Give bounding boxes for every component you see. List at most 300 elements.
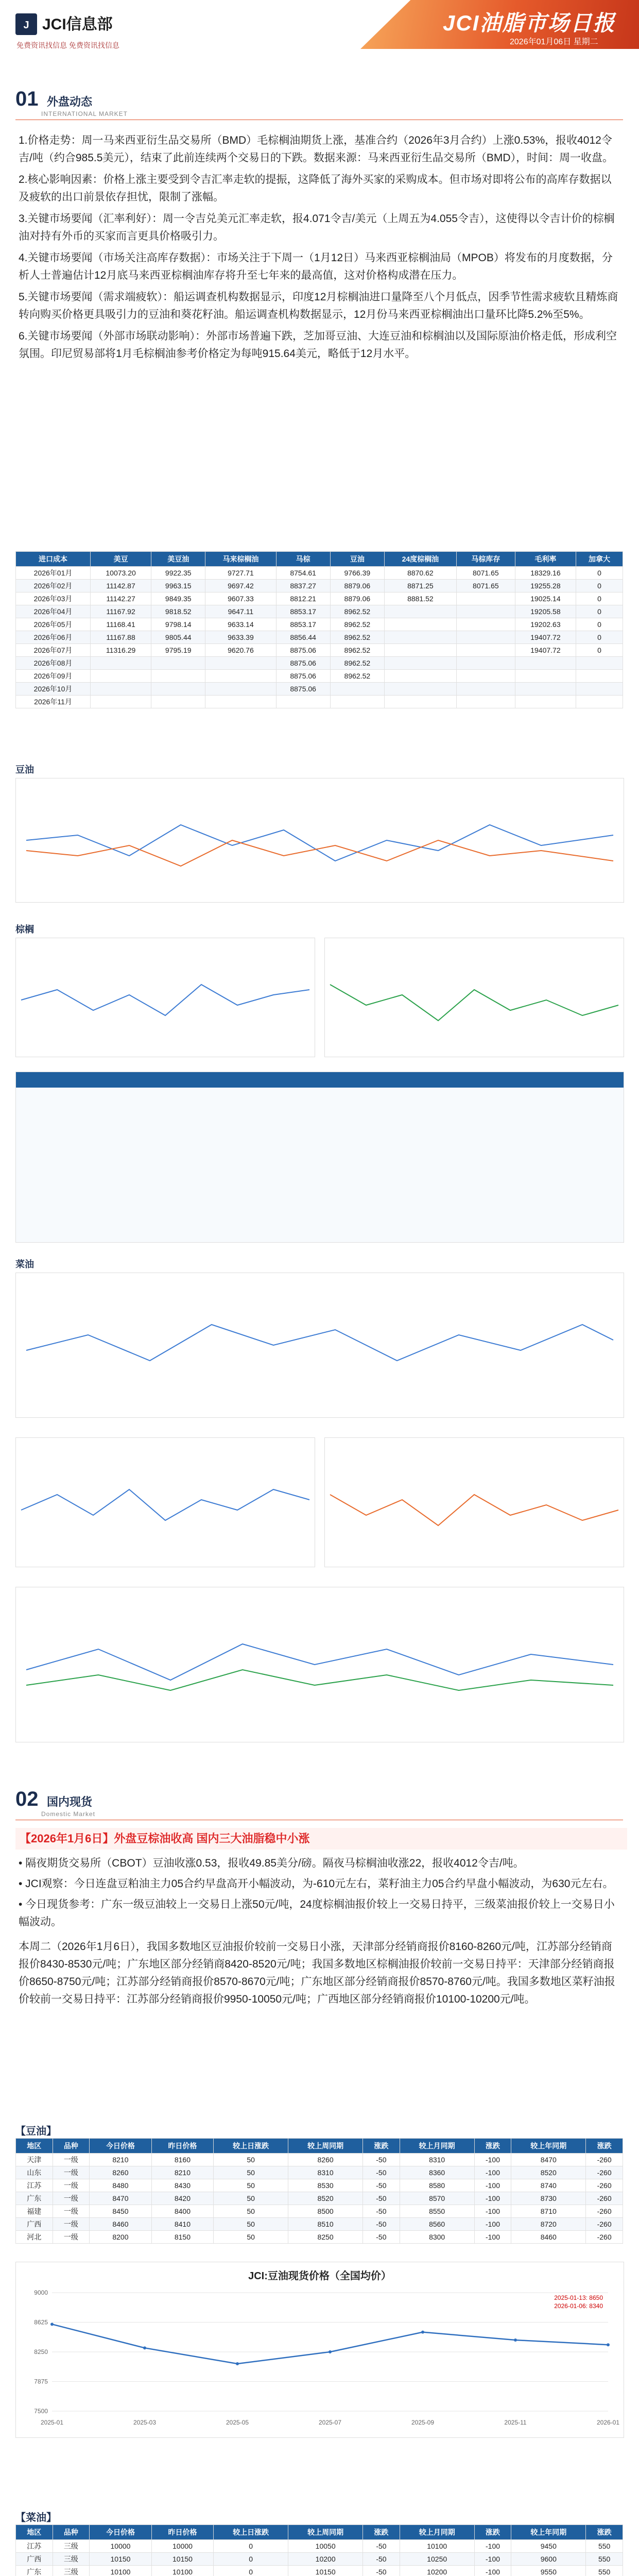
table-cell: [151, 683, 205, 696]
table-cell: 8730: [511, 2192, 586, 2205]
table-cell: 8550: [400, 2205, 474, 2218]
table-cell: 550: [586, 2566, 623, 2576]
table-cell: 19407.72: [515, 631, 576, 644]
table-cell: 8310: [288, 2166, 363, 2179]
table-cell: 10150: [90, 2553, 152, 2566]
table-cell: [384, 657, 456, 670]
table-cell: 19202.63: [515, 618, 576, 631]
table-cell: 8210: [151, 2166, 214, 2179]
table-cell: 8430: [151, 2179, 214, 2192]
table-header-cell: 加拿大: [576, 552, 623, 567]
table-cell: -260: [586, 2231, 623, 2244]
table-cell: 8580: [400, 2179, 474, 2192]
table-cell: 8510: [288, 2218, 363, 2231]
table-cell: 8150: [151, 2231, 214, 2244]
table-cell: [384, 618, 456, 631]
table-cell: 10100: [400, 2540, 474, 2553]
section-2-title: 国内现货: [46, 1795, 92, 1808]
intl-bullets: [19, 132, 621, 363]
table-cell: 三级: [53, 2553, 90, 2566]
table-cell: [576, 670, 623, 683]
table-cell: -50: [363, 2154, 400, 2166]
y-tick-label: 7500: [34, 2408, 48, 2415]
intl-rape-table-block: [15, 1072, 624, 1243]
table-cell: 8460: [511, 2231, 586, 2244]
table-cell: [456, 605, 515, 618]
table-cell: 广东: [16, 2192, 53, 2205]
table-cell: [276, 696, 330, 708]
table-cell: 9849.35: [151, 592, 205, 605]
table-cell: -260: [586, 2205, 623, 2218]
data-point: [50, 2323, 54, 2326]
table-cell: 8962.52: [330, 631, 384, 644]
table-cell: 10100: [90, 2566, 152, 2576]
table-cell: 9633.39: [205, 631, 276, 644]
import-cost-table: [15, 551, 623, 708]
table-cell: 8560: [400, 2218, 474, 2231]
table-row: [16, 567, 623, 580]
table-cell: 9963.15: [151, 580, 205, 592]
section-2-header: [15, 1788, 92, 1811]
table-header-cell: 涨跌: [474, 2139, 511, 2154]
table-cell: 8260: [90, 2166, 152, 2179]
table-cell: 8460: [90, 2218, 152, 2231]
table-cell: 一级: [53, 2179, 90, 2192]
table-cell: 8360: [400, 2166, 474, 2179]
table-header-cell: 较上周同期: [288, 2139, 363, 2154]
jci-logo-icon: [14, 12, 38, 36]
table-header-cell: 毛利率: [515, 552, 576, 567]
table-header-cell: 地区: [16, 2525, 53, 2540]
soy-chart-title: JCI:豆油现货价格（全国均价）: [248, 2270, 391, 2282]
table-header-cell: 较上月同期: [400, 2139, 474, 2154]
table-header-cell: 涨跌: [363, 2139, 400, 2154]
table-cell: -50: [363, 2179, 400, 2192]
table-cell: 9647.11: [205, 605, 276, 618]
table-cell: 2026年06月: [16, 631, 91, 644]
table-cell: 0: [576, 618, 623, 631]
table-cell: [515, 670, 576, 683]
table-cell: 8856.44: [276, 631, 330, 644]
section-2-number: 02: [15, 1788, 39, 1810]
section-1-title: 外盘动态: [46, 95, 92, 108]
table-cell: 550: [586, 2540, 623, 2553]
table-cell: [576, 683, 623, 696]
table-row: [16, 2205, 623, 2218]
table-cell: 2026年04月: [16, 605, 91, 618]
table-cell: 9607.33: [205, 592, 276, 605]
table-cell: 19407.72: [515, 644, 576, 657]
table-cell: 50: [214, 2154, 288, 2166]
table-cell: 广西: [16, 2218, 53, 2231]
table-cell: -50: [363, 2166, 400, 2179]
section-1-header: [15, 88, 92, 111]
table-header-cell: 24度棕榈油: [384, 552, 456, 567]
table-cell: -260: [586, 2179, 623, 2192]
table-row: [16, 644, 623, 657]
table-cell: 8875.06: [276, 644, 330, 657]
table-cell: [151, 670, 205, 683]
table-header-cell: 品种: [53, 2525, 90, 2540]
table-cell: 0: [576, 592, 623, 605]
report-title: JCI油脂市场日报: [443, 11, 616, 35]
intl-soy-chart-svg: [16, 778, 624, 902]
intl-rape-chart-svg: [16, 1273, 624, 1417]
table-row: [16, 2154, 623, 2166]
table-cell: 10200: [400, 2566, 474, 2576]
table-cell: 8881.52: [384, 592, 456, 605]
table-cell: 8530: [288, 2179, 363, 2192]
table-cell: 天津: [16, 2154, 53, 2166]
soy-chart-svg: [16, 2282, 624, 2432]
section-1-number: 01: [15, 88, 39, 110]
table-header-cell: 地区: [16, 2139, 53, 2154]
rape-chart-label: 菜油: [15, 1259, 34, 1269]
svg-text:J: J: [23, 20, 29, 31]
table-cell: 8500: [288, 2205, 363, 2218]
intl-soy-chart: [15, 778, 624, 903]
table-cell: 一级: [53, 2231, 90, 2244]
rape-section-label: 【菜油】: [15, 2512, 57, 2523]
table-cell: 9550: [511, 2566, 586, 2576]
table-cell: 9450: [511, 2540, 586, 2553]
table-header-cell: 豆油: [330, 552, 384, 567]
table-cell: 8520: [511, 2166, 586, 2179]
table-row: [16, 670, 623, 683]
table-cell: 8879.06: [330, 592, 384, 605]
table-cell: 8871.25: [384, 580, 456, 592]
table-cell: [384, 696, 456, 708]
bullet-6: 6.关键市场要闻（外部市场联动影响）：外部市场普遍下跌，芝加哥豆油、大连豆油和棕榈油以及国际原油价格走低，形成利空氛围。印尼贸易部将1月毛棕榈油参考价格定为每吨915.64美元，略低于12月水平。: [19, 330, 617, 360]
table-cell: [456, 683, 515, 696]
x-tick-label: 2025-07: [318, 2419, 342, 2426]
table-cell: 8420: [151, 2192, 214, 2205]
intl-palm-chart-b: [324, 938, 624, 1057]
table-cell: 一级: [53, 2218, 90, 2231]
data-point: [607, 2343, 610, 2346]
table-cell: 福建: [16, 2205, 53, 2218]
table-cell: -100: [474, 2553, 511, 2566]
intl-rape-table-svg: [16, 1072, 624, 1242]
table-cell: [91, 670, 151, 683]
table-cell: 8300: [400, 2231, 474, 2244]
table-cell: 8740: [511, 2179, 586, 2192]
x-tick-label: 2025-05: [226, 2419, 249, 2426]
intl-palm-chart-a-svg: [16, 938, 315, 1057]
table-cell: 江苏: [16, 2179, 53, 2192]
data-point: [236, 2362, 239, 2365]
table-cell: [205, 683, 276, 696]
table-cell: [515, 696, 576, 708]
table-cell: -100: [474, 2166, 511, 2179]
intl-palm-chart-a: [15, 938, 315, 1057]
table-cell: 9697.42: [205, 580, 276, 592]
table-cell: 11142.87: [91, 580, 151, 592]
table-cell: 9818.52: [151, 605, 205, 618]
table-header-cell: 马来棕榈油: [205, 552, 276, 567]
table-cell: [515, 683, 576, 696]
table-header-cell: 马棕库存: [456, 552, 515, 567]
table-cell: 10200: [288, 2553, 363, 2566]
palm-chart-label: 棕榈: [15, 924, 34, 935]
table-cell: [456, 618, 515, 631]
table-cell: 8520: [288, 2192, 363, 2205]
table-row: [16, 592, 623, 605]
table-cell: 8570: [400, 2192, 474, 2205]
para-4: 本周二（2026年1月6日），我国多数地区豆油报价较前一交易日小涨，天津部分经销商报价8160-8260元/吨，江苏部分经销商报价8430-8530元/吨；广东地区部分经销商8420-8520元/吨；我国多数地区棕榈油报价较前一交易日持平：天津部分经销商报价8650-8750元/吨；江苏部分经销商报价8570-8670元/吨；广东地区部分经销商报价8570-8760元/吨。我国多数地区菜籽油报价较前一交易日持平：江苏部分经销商报价9950-10050元/吨；广西地区部分经销商报价10100-10200元/吨。: [19, 1941, 615, 2005]
table-cell: -100: [474, 2231, 511, 2244]
table-row: [16, 2218, 623, 2231]
x-tick-label: 2025-03: [133, 2419, 157, 2426]
para-2: • JCI观察：今日连盘豆粕油主力05合约早盘高开小幅波动，为-610元左右，菜籽油主力05合约早盘小幅波动，为630元左右。: [19, 1878, 614, 1890]
table-cell: -100: [474, 2218, 511, 2231]
table-header-cell: 涨跌: [586, 2139, 623, 2154]
table-cell: 8879.06: [330, 580, 384, 592]
table-cell: -100: [474, 2179, 511, 2192]
table-cell: 11167.92: [91, 605, 151, 618]
table-cell: 8310: [400, 2154, 474, 2166]
table-cell: 9922.35: [151, 567, 205, 580]
brand-name: JCI信息部: [42, 16, 113, 33]
table-cell: 8480: [90, 2179, 152, 2192]
table-cell: 8710: [511, 2205, 586, 2218]
table-cell: 一级: [53, 2166, 90, 2179]
table-cell: 11142.27: [91, 592, 151, 605]
table-cell: [384, 670, 456, 683]
table-cell: 8210: [90, 2154, 152, 2166]
table-cell: [456, 670, 515, 683]
table-cell: 8260: [288, 2154, 363, 2166]
table-cell: 0: [576, 605, 623, 618]
table-cell: 8400: [151, 2205, 214, 2218]
table-header-cell: 马棕: [276, 552, 330, 567]
table-cell: 8410: [151, 2218, 214, 2231]
table-row: [16, 696, 623, 708]
table-cell: -260: [586, 2154, 623, 2166]
data-point: [143, 2346, 146, 2349]
intl-extra-chart-c-svg: [16, 1587, 624, 1742]
news-headline: 【2026年1月6日】外盘豆棕油收高 国内三大油脂稳中小涨: [15, 1828, 627, 1850]
table-cell: [205, 670, 276, 683]
table-cell: 50: [214, 2205, 288, 2218]
table-cell: 11168.41: [91, 618, 151, 631]
table-cell: 8200: [90, 2231, 152, 2244]
table-cell: 8470: [511, 2154, 586, 2166]
table-cell: -100: [474, 2540, 511, 2553]
table-cell: 2026年09月: [16, 670, 91, 683]
table-cell: 8071.65: [456, 580, 515, 592]
table-cell: 0: [214, 2566, 288, 2576]
table-cell: 10250: [400, 2553, 474, 2566]
table-cell: -260: [586, 2192, 623, 2205]
table-cell: [456, 592, 515, 605]
table-cell: 50: [214, 2192, 288, 2205]
table-header-cell: 较上周同期: [288, 2525, 363, 2540]
table-cell: 9805.44: [151, 631, 205, 644]
table-header-cell: 昨日价格: [151, 2525, 214, 2540]
soy-price-chart: [15, 2262, 624, 2438]
table-cell: -50: [363, 2553, 400, 2566]
table-cell: 0: [214, 2553, 288, 2566]
table-cell: 8875.06: [276, 670, 330, 683]
table-cell: 2026年11月: [16, 696, 91, 708]
intl-extra-chart-b-svg: [325, 1438, 624, 1567]
table-cell: [384, 631, 456, 644]
table-cell: [91, 657, 151, 670]
rape-price-table: [15, 2524, 623, 2576]
table-cell: [456, 631, 515, 644]
table-cell: 10150: [151, 2553, 214, 2566]
table-cell: 0: [214, 2540, 288, 2553]
table-cell: -100: [474, 2154, 511, 2166]
bullet-2: 2.核心影响因素：价格上涨主要受到令吉汇率走软的提振，这降低了海外买家的采购成本。但市场对即将公布的高库存数据以及疲软的出口前景依存担忧，限制了涨幅。: [19, 174, 612, 203]
x-tick-label: 2026-01: [596, 2419, 620, 2426]
table-cell: 550: [586, 2553, 623, 2566]
table-cell: 8837.27: [276, 580, 330, 592]
table-cell: 19255.28: [515, 580, 576, 592]
data-point: [514, 2338, 517, 2342]
table-row: [16, 580, 623, 592]
table-header-cell: 品种: [53, 2139, 90, 2154]
table-row: [16, 2231, 623, 2244]
table-row: [16, 2179, 623, 2192]
data-point: [421, 2331, 424, 2334]
table-cell: [205, 657, 276, 670]
table-cell: 2026年02月: [16, 580, 91, 592]
table-cell: 0: [576, 631, 623, 644]
table-cell: 50: [214, 2166, 288, 2179]
table-row: [16, 2166, 623, 2179]
x-tick-label: 2025-11: [504, 2419, 527, 2426]
table-cell: [576, 696, 623, 708]
soy-price-table: [15, 2138, 623, 2244]
table-header-cell: 较上年同期: [511, 2525, 586, 2540]
table-cell: 三级: [53, 2540, 90, 2553]
table-cell: [330, 683, 384, 696]
table-header-cell: 涨跌: [474, 2525, 511, 2540]
table-cell: 8853.17: [276, 618, 330, 631]
table-cell: -50: [363, 2231, 400, 2244]
intl-palm-chart-b-svg: [325, 938, 624, 1057]
table-cell: -260: [586, 2218, 623, 2231]
table-header-cell: 较上年同期: [511, 2139, 586, 2154]
section-1-subtitle: INTERNATIONAL MARKET: [41, 110, 128, 117]
para-1: • 隔夜期货交易所（CBOT）豆油收涨0.53，报收49.85美分/磅。隔夜马棕榈油收涨22，报收4012令吉/吨。: [19, 1857, 524, 1869]
domestic-paragraphs: [19, 1855, 621, 2008]
table-cell: -50: [363, 2540, 400, 2553]
table-row: [16, 2192, 623, 2205]
table-cell: 8160: [151, 2154, 214, 2166]
table-cell: 8875.06: [276, 657, 330, 670]
table-cell: 8962.52: [330, 670, 384, 683]
intl-extra-chart-a-svg: [16, 1438, 315, 1567]
table-cell: -50: [363, 2218, 400, 2231]
table-header-cell: 较上日涨跌: [214, 2525, 288, 2540]
table-cell: 9795.19: [151, 644, 205, 657]
table-cell: 50: [214, 2218, 288, 2231]
table-cell: 8962.52: [330, 644, 384, 657]
table-row: [16, 683, 623, 696]
table-header-cell: 较上日涨跌: [214, 2139, 288, 2154]
table-header-cell: 今日价格: [90, 2139, 152, 2154]
table-header-cell: 昨日价格: [151, 2139, 214, 2154]
table-cell: 10073.20: [91, 567, 151, 580]
table-cell: 10150: [288, 2566, 363, 2576]
table-cell: [456, 644, 515, 657]
table-cell: [91, 683, 151, 696]
table-header-cell: 涨跌: [363, 2525, 400, 2540]
table-cell: 9727.71: [205, 567, 276, 580]
table-cell: 8470: [90, 2192, 152, 2205]
table-cell: 一级: [53, 2205, 90, 2218]
table-cell: [384, 683, 456, 696]
soy-chart-label: 豆油: [15, 765, 34, 775]
chart-annotation: 2025-01-13: 8650: [554, 2294, 603, 2301]
intl-extra-chart-c: [15, 1587, 624, 1742]
table-cell: 一级: [53, 2154, 90, 2166]
table-cell: 19205.58: [515, 605, 576, 618]
table-cell: 9766.39: [330, 567, 384, 580]
table-cell: 10050: [288, 2540, 363, 2553]
series-line: [52, 2324, 608, 2364]
brand-slogan: 免费资讯找信息 免费资讯找信息: [16, 41, 119, 49]
table-header-cell: 美豆: [91, 552, 151, 567]
table-cell: 广东: [16, 2566, 53, 2576]
y-tick-label: 9000: [34, 2289, 48, 2296]
table-row: [16, 2566, 623, 2576]
table-cell: 8962.52: [330, 605, 384, 618]
table-cell: 8720: [511, 2218, 586, 2231]
table-cell: 50: [214, 2179, 288, 2192]
table-cell: -100: [474, 2192, 511, 2205]
chart-annotation: 2026-01-06: 8340: [554, 2302, 603, 2310]
table-cell: 18329.16: [515, 567, 576, 580]
table-cell: 9620.76: [205, 644, 276, 657]
table-cell: 8875.06: [276, 683, 330, 696]
table-cell: 8754.61: [276, 567, 330, 580]
table-cell: [576, 657, 623, 670]
table-cell: [515, 657, 576, 670]
table-cell: -100: [474, 2205, 511, 2218]
table-cell: 10000: [151, 2540, 214, 2553]
table-row: [16, 605, 623, 618]
table-cell: 广西: [16, 2553, 53, 2566]
table-cell: -100: [474, 2566, 511, 2576]
table-cell: 19025.14: [515, 592, 576, 605]
table-cell: [330, 696, 384, 708]
para-3: • 今日现货参考：广东一级豆油较上一交易日上涨50元/吨，24度棕榈油报价较上一交易日持平，三级菜油报价较上一交易日小幅波动。: [19, 1899, 615, 1928]
table-cell: 8250: [288, 2231, 363, 2244]
intl-extra-chart-b: [324, 1437, 624, 1567]
table-cell: 0: [576, 580, 623, 592]
bullet-1: 1.价格走势：周一马来西亚衍生品交易所（BMD）毛棕榈油期货上涨，基准合约（2026年3月合约）上涨0.53%，报收4012令吉/吨（约合985.5美元），结束了此前连续两个交易日的下跌。数据来源：马来西亚衍生品交易所（BMD），时间：周一收盘。: [19, 134, 614, 164]
table-cell: [456, 696, 515, 708]
table-header-cell: 今日价格: [90, 2525, 152, 2540]
table-cell: -50: [363, 2566, 400, 2576]
table-header-cell: 美豆油: [151, 552, 205, 567]
table-header-cell: 较上月同期: [400, 2525, 474, 2540]
table-cell: 江苏: [16, 2540, 53, 2553]
y-tick-label: 7875: [34, 2378, 48, 2385]
table-cell: [384, 605, 456, 618]
report-date: 2026年01月06日 星期二: [510, 38, 598, 46]
table-cell: 2026年07月: [16, 644, 91, 657]
table-cell: 9600: [511, 2553, 586, 2566]
table-cell: 2026年08月: [16, 657, 91, 670]
table-cell: [151, 657, 205, 670]
page-header: [0, 0, 639, 57]
table-cell: -50: [363, 2205, 400, 2218]
